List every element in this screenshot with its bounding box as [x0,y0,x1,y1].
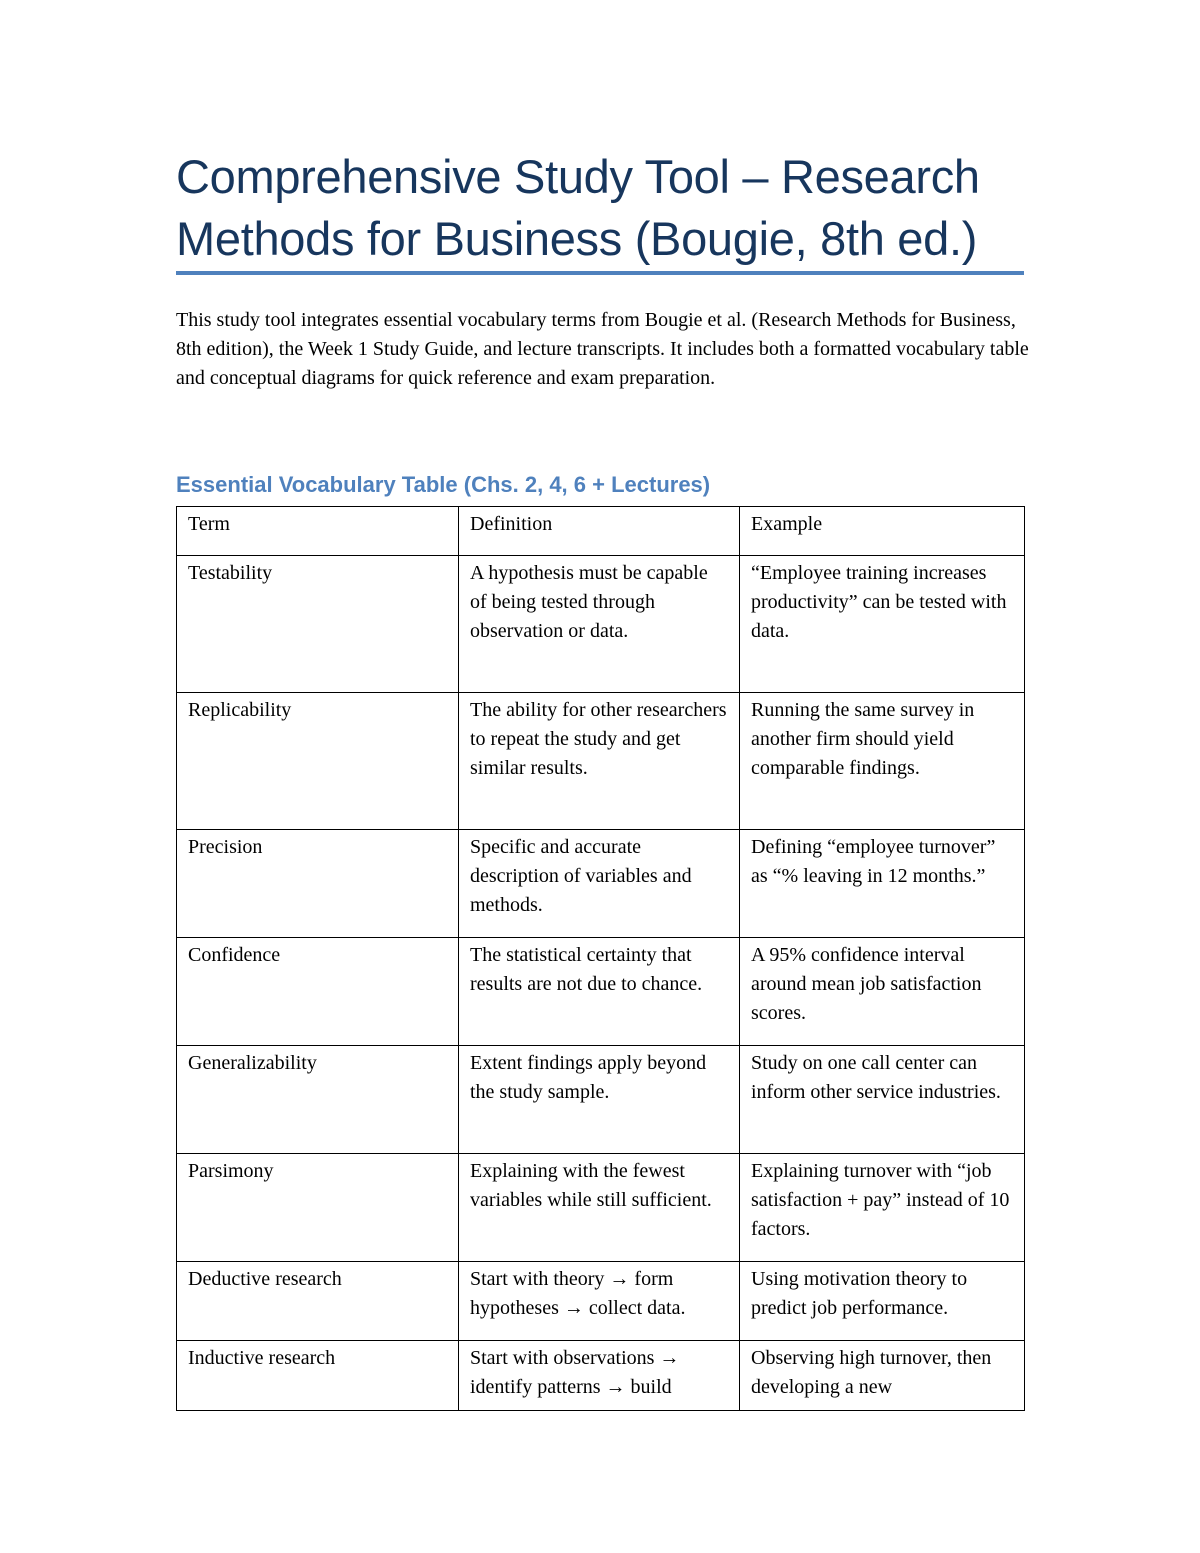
term-cell: Replicability [177,693,459,830]
term-cell: Confidence [177,938,459,1046]
example-cell: Using motivation theory to predict job performance. [740,1262,1025,1341]
table-row [177,556,1025,693]
table-row [177,1341,1025,1411]
example-text: Observing high turnover, then developing a new [751,1347,992,1398]
table-row [177,693,1025,830]
definition-cell: The ability for other researchers to repeat the study and get similar results. [459,693,740,830]
section-heading: Essential Vocabulary Table (Chs. 2, 4, 6 + Lectures) [176,472,711,497]
term-cell: Parsimony [177,1154,459,1262]
vocabulary-table [176,506,1025,1411]
term-cell: Testability [177,556,459,693]
definition-text: Start with observations → identify patterns → build [470,1347,680,1398]
term-cell: Precision [177,830,459,938]
table-row [177,1046,1025,1154]
term-cell: Generalizability [177,1046,459,1154]
definition-cell: The statistical certainty that results are not due to chance. [459,938,740,1046]
example-cell: A 95% confidence interval around mean job satisfaction scores. [740,938,1025,1046]
definition-cell: Start with theory → form hypotheses → collect data. [459,1262,740,1341]
definition-cell: A hypothesis must be capable of being tested through observation or data. [459,556,740,693]
table-row [177,1262,1025,1341]
definition-cell: Explaining with the fewest variables while still sufficient. [459,1154,740,1262]
example-cell: Explaining turnover with “job satisfaction + pay” instead of 10 factors. [740,1154,1025,1262]
table-header-row [177,507,1025,556]
table-row [177,1154,1025,1262]
term-cell: Deductive research [177,1262,459,1341]
definition-cell: Extent findings apply beyond the study sample. [459,1046,740,1154]
table-row [177,938,1025,1046]
example-cell: Defining “employee turnover” as “% leaving in 12 months.” [740,830,1025,938]
definition-cell: Specific and accurate description of variables and methods. [459,830,740,938]
header-definition: Definition [459,507,740,556]
term-cell [177,1341,459,1411]
table-row [177,830,1025,938]
intro-paragraph: This study tool integrates essential vocabulary terms from Bougie et al. (Research Methods for Business, 8th edition), the Week 1 Study Guide, and lecture transcripts. It includes both a formatted vocabulary table and conceptual diagrams for quick reference and exam preparation. [176,309,1029,389]
example-cell [740,1341,1025,1411]
example-cell: Running the same survey in another firm should yield comparable findings. [740,693,1025,830]
title-divider [176,271,1024,275]
term-text: Inductive research [188,1347,336,1369]
example-cell: Study on one call center can inform other service industries. [740,1046,1025,1154]
header-example: Example [740,507,1025,556]
definition-cell [459,1341,740,1411]
page-title: Comprehensive Study Tool – Research Methods for Business (Bougie, 8th ed.) [176,150,980,265]
example-cell: “Employee training increases productivity” can be tested with data. [740,556,1025,693]
header-term: Term [177,507,459,556]
